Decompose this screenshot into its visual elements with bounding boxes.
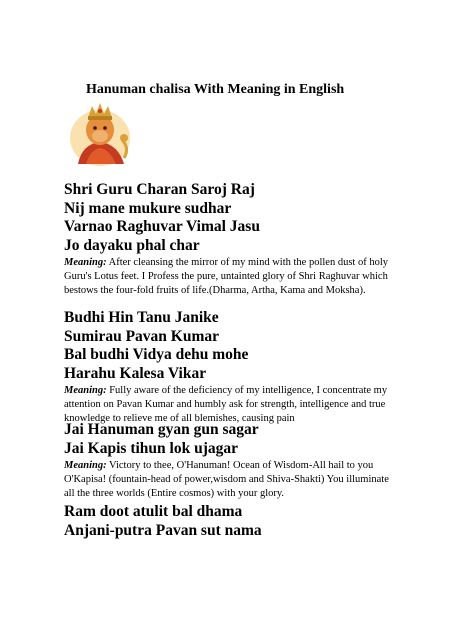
- verse-section: [64, 309, 394, 426]
- verse-line: Shri Guru Charan Saroj Raj: [64, 181, 255, 198]
- meaning-label: Meaning:: [64, 460, 107, 471]
- verse-section: [64, 503, 394, 540]
- verse-line: Jai Hanuman gyan gun sagar: [64, 421, 259, 438]
- meaning-text: Victory to thee, O'Hanuman! Ocean of Wisdom-All hail to you O'Kapisa! (fountain-head of power,wisdom and Shiva-Shakti) You illuminate all the three worlds (Entire cosmos) with your glory.: [64, 460, 389, 499]
- meaning-label: Meaning:: [64, 257, 107, 268]
- meaning-paragraph: [64, 256, 394, 298]
- verse-line: Anjani-putra Pavan sut nama: [64, 521, 262, 539]
- verse-line: Sumirau Pavan Kumar: [64, 327, 220, 345]
- verse-line: Harahu Kalesa Vikar: [64, 364, 207, 382]
- meaning-label: Meaning:: [64, 385, 107, 396]
- verse-line: Varnao Raghuvar Vimal Jasu: [64, 218, 260, 235]
- verse-line: Bal budhi Vidya dehu mohe: [64, 346, 249, 363]
- meaning-paragraph: [64, 384, 394, 426]
- verse-line: Jo dayaku phal char: [64, 236, 200, 254]
- verse-section: [64, 421, 394, 501]
- document-title: Hanuman chalisa With Meaning in English: [86, 82, 345, 97]
- meaning-text: After cleansing the mirror of my mind with the pollen dust of holy Guru's Lotus feet. I Profess the pure, untainted glory of Shri Raghuvar which bestows the four-fold fruits of life.(Dharma, Artha, Kama and Moksha).: [64, 257, 389, 296]
- meaning-paragraph: [64, 459, 394, 501]
- hanuman-portrait-icon: [64, 100, 134, 170]
- verse-line: Budhi Hin Tanu Janike: [64, 309, 219, 326]
- verse-line: Jai Kapis tihun lok ujagar: [64, 439, 238, 457]
- verse-line: Nij mane mukure sudhar: [64, 199, 232, 217]
- verse-section: [64, 181, 394, 298]
- verse-line: Ram doot atulit bal dhama: [64, 503, 243, 520]
- meaning-text: Fully aware of the deficiency of my intelligence, I concentrate my attention on Pavan Kumar and humbly ask for strength, intelligence and true knowledge to relieve me of all blemishes, causing pain: [64, 385, 388, 424]
